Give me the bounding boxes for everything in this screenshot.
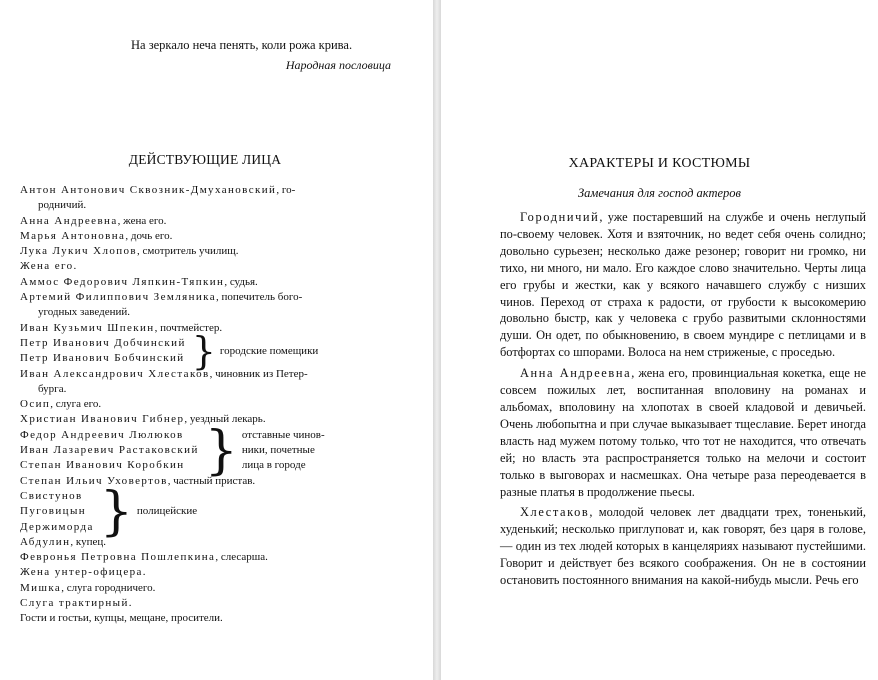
cast-description-continued: угодных заведений.	[38, 306, 131, 319]
cast-entry	[20, 244, 405, 259]
cast-name: Слуга трактирный.	[20, 597, 133, 610]
cast-description: , купец.	[70, 535, 106, 548]
group-label: отставные чинов-	[241, 428, 325, 441]
cast-description: , слесарша.	[215, 551, 268, 564]
cast-name: Иван Александрович Хлестаков	[20, 367, 210, 380]
cast-description: , частный пристав.	[167, 474, 256, 487]
group-label: городские помещики	[219, 344, 319, 357]
cast-name: Иван Кузьмич Шпекин	[20, 321, 155, 334]
character-name: Хлестаков	[520, 505, 590, 520]
character-description: , жена его, провинциальная кокетка, еще не совсем пожилых лет, воспитанная вполовину на романах и альбомах, вполовину на хлопотах в своей кладовой и девичьей. Очень любопытна и при случае выказывает тщеславие. Берет иногда власть над мужем потому только, что тот не находится, что отвечать ей; но власть эта распространяется только на мелочи и состоит только в выговорах и насмешках. Она четыре раза переодевается в разные платья в продолжение пьесы.	[500, 366, 866, 499]
character-name: Анна Андреевна	[520, 366, 632, 381]
left-page	[0, 0, 433, 680]
cast-entry	[20, 397, 405, 412]
epigraph-source: Народная пословица	[285, 58, 391, 72]
characters-subtitle: Замечания для господ актеров	[577, 186, 741, 200]
cast-name: Христиан Иванович Гибнер	[20, 413, 185, 426]
cast-description: , уездный лекарь.	[184, 413, 266, 426]
cast-list	[20, 183, 405, 627]
cast-entry	[20, 550, 405, 565]
cast-name: Осип	[20, 398, 51, 411]
group-label: полицейские	[136, 505, 198, 518]
cast-name: Степан Ильич Уховертов	[20, 474, 168, 487]
cast-name: Абдулин	[20, 535, 71, 548]
character-name: Городничий	[520, 210, 600, 224]
cast-name: Артемий Филиппович Земляника	[20, 291, 216, 304]
character-description: , молодой человек лет двадцати трех, тоненький, худенький; несколько приглуповат и, как говорят, без царя в голове, — один из тех людей которых в канцеляриях называют пустейшими. Говорит и действует без всякого соображения. Он не в состоянии остановить постоянного внимания на какой-нибудь мысли. Речь его	[500, 505, 866, 588]
cast-name: Лука Лукич Хлопов	[20, 245, 138, 258]
cast-entry	[20, 474, 405, 489]
cast-description: , слуга его.	[50, 398, 102, 411]
cast-entry	[20, 275, 405, 290]
cast-description: , смотритель училищ.	[137, 245, 239, 258]
cast-entry	[20, 229, 405, 244]
brace-icon: }	[99, 481, 133, 542]
cast-name: Петр Иванович Бобчинский	[20, 352, 185, 365]
cast-description: , чиновник из Петер-	[209, 367, 308, 380]
cast-name: Пуговицын	[20, 505, 87, 518]
cast-entry	[20, 367, 405, 382]
cast-entry	[20, 259, 405, 274]
cast-description-continued: родничий.	[38, 199, 87, 212]
cast-name: Иван Лазаревич Растаковский	[20, 444, 199, 457]
epigraph-text: На зеркало неча пенять, коли рожа крива.	[131, 38, 353, 52]
cast-name: Мишка	[20, 581, 62, 594]
character-paragraph	[500, 504, 866, 589]
group-label: ники, почетные	[241, 444, 315, 457]
cast-entry	[20, 596, 405, 611]
cast-entry	[20, 183, 405, 198]
group-label: лица в городе	[241, 459, 306, 472]
brace-icon: }	[191, 329, 216, 374]
cast-entry	[20, 611, 405, 626]
cast-name: Степан Иванович Коробкин	[20, 459, 185, 472]
epigraph	[131, 36, 391, 74]
cast-name: Февронья Петровна Пошлепкина	[20, 551, 216, 564]
book-gutter	[433, 0, 441, 680]
characters-title: ХАРАКТЕРЫ И КОСТЮМЫ	[568, 156, 751, 171]
cast-description: , попечитель бого-	[216, 291, 303, 304]
cast-name: Аммос Федорович Ляпкин-Тяпкин	[20, 275, 225, 288]
cast-description: , жена его.	[117, 214, 167, 227]
characters-text	[500, 209, 866, 593]
cast-description: , слуга городничего.	[61, 581, 156, 594]
cast-name: Жена унтер-офицера.	[20, 566, 147, 579]
brace-icon: }	[204, 420, 238, 481]
cast-description: Гости и гостьи, купцы, мещане, просители.	[20, 612, 223, 625]
cast-name: Федор Андреевич Люлюков	[20, 428, 184, 441]
right-page	[441, 0, 878, 680]
cast-description: , судья.	[224, 275, 258, 288]
cast-name: Держиморда	[20, 520, 94, 533]
character-paragraph	[500, 209, 866, 361]
cast-name: Марья Антоновна	[20, 229, 126, 242]
cast-entry	[20, 290, 405, 305]
dramatis-personae-title: ДЕЙСТВУЮЩИЕ ЛИЦА	[128, 152, 282, 167]
cast-name: Антон Антонович Сквозник-Дмухановский	[20, 184, 277, 196]
cast-name: Свистунов	[20, 489, 83, 502]
cast-description: , почтмейстер.	[154, 321, 223, 334]
cast-entry	[20, 565, 405, 580]
cast-entry	[20, 581, 405, 596]
character-paragraph	[500, 365, 866, 500]
cast-name: Жена его.	[20, 260, 78, 273]
character-description: , уже постаревший на службе и очень неглупый по-своему человек. Хотя и взяточник, но ведет себя очень солидно; довольно сурьезен; несколько даже резонер; говорит ни громко, ни тихо, ни много, ни мало. Его каждое слово значительно. Черты лица его грубы и жестки, как у всякого начавшего службу с низших чинов. Переход от страха к радости, от грубости к высокомерию довольно быстр, как у человека с грубо развитыми склонностями души. Он одет, по обыкновению, в своем мундире с петлицами и в ботфортах со шпорами. Волоса на нем стриженые, с проседью.	[500, 210, 866, 360]
cast-description: , дочь его.	[125, 229, 173, 242]
cast-description: , го-	[276, 184, 296, 196]
cast-description-continued: бурга.	[38, 382, 67, 395]
cast-name: Анна Андреевна	[20, 214, 118, 227]
cast-entry	[20, 535, 405, 550]
cast-entry	[20, 214, 405, 229]
cast-name: Петр Иванович Добчинский	[20, 336, 186, 349]
